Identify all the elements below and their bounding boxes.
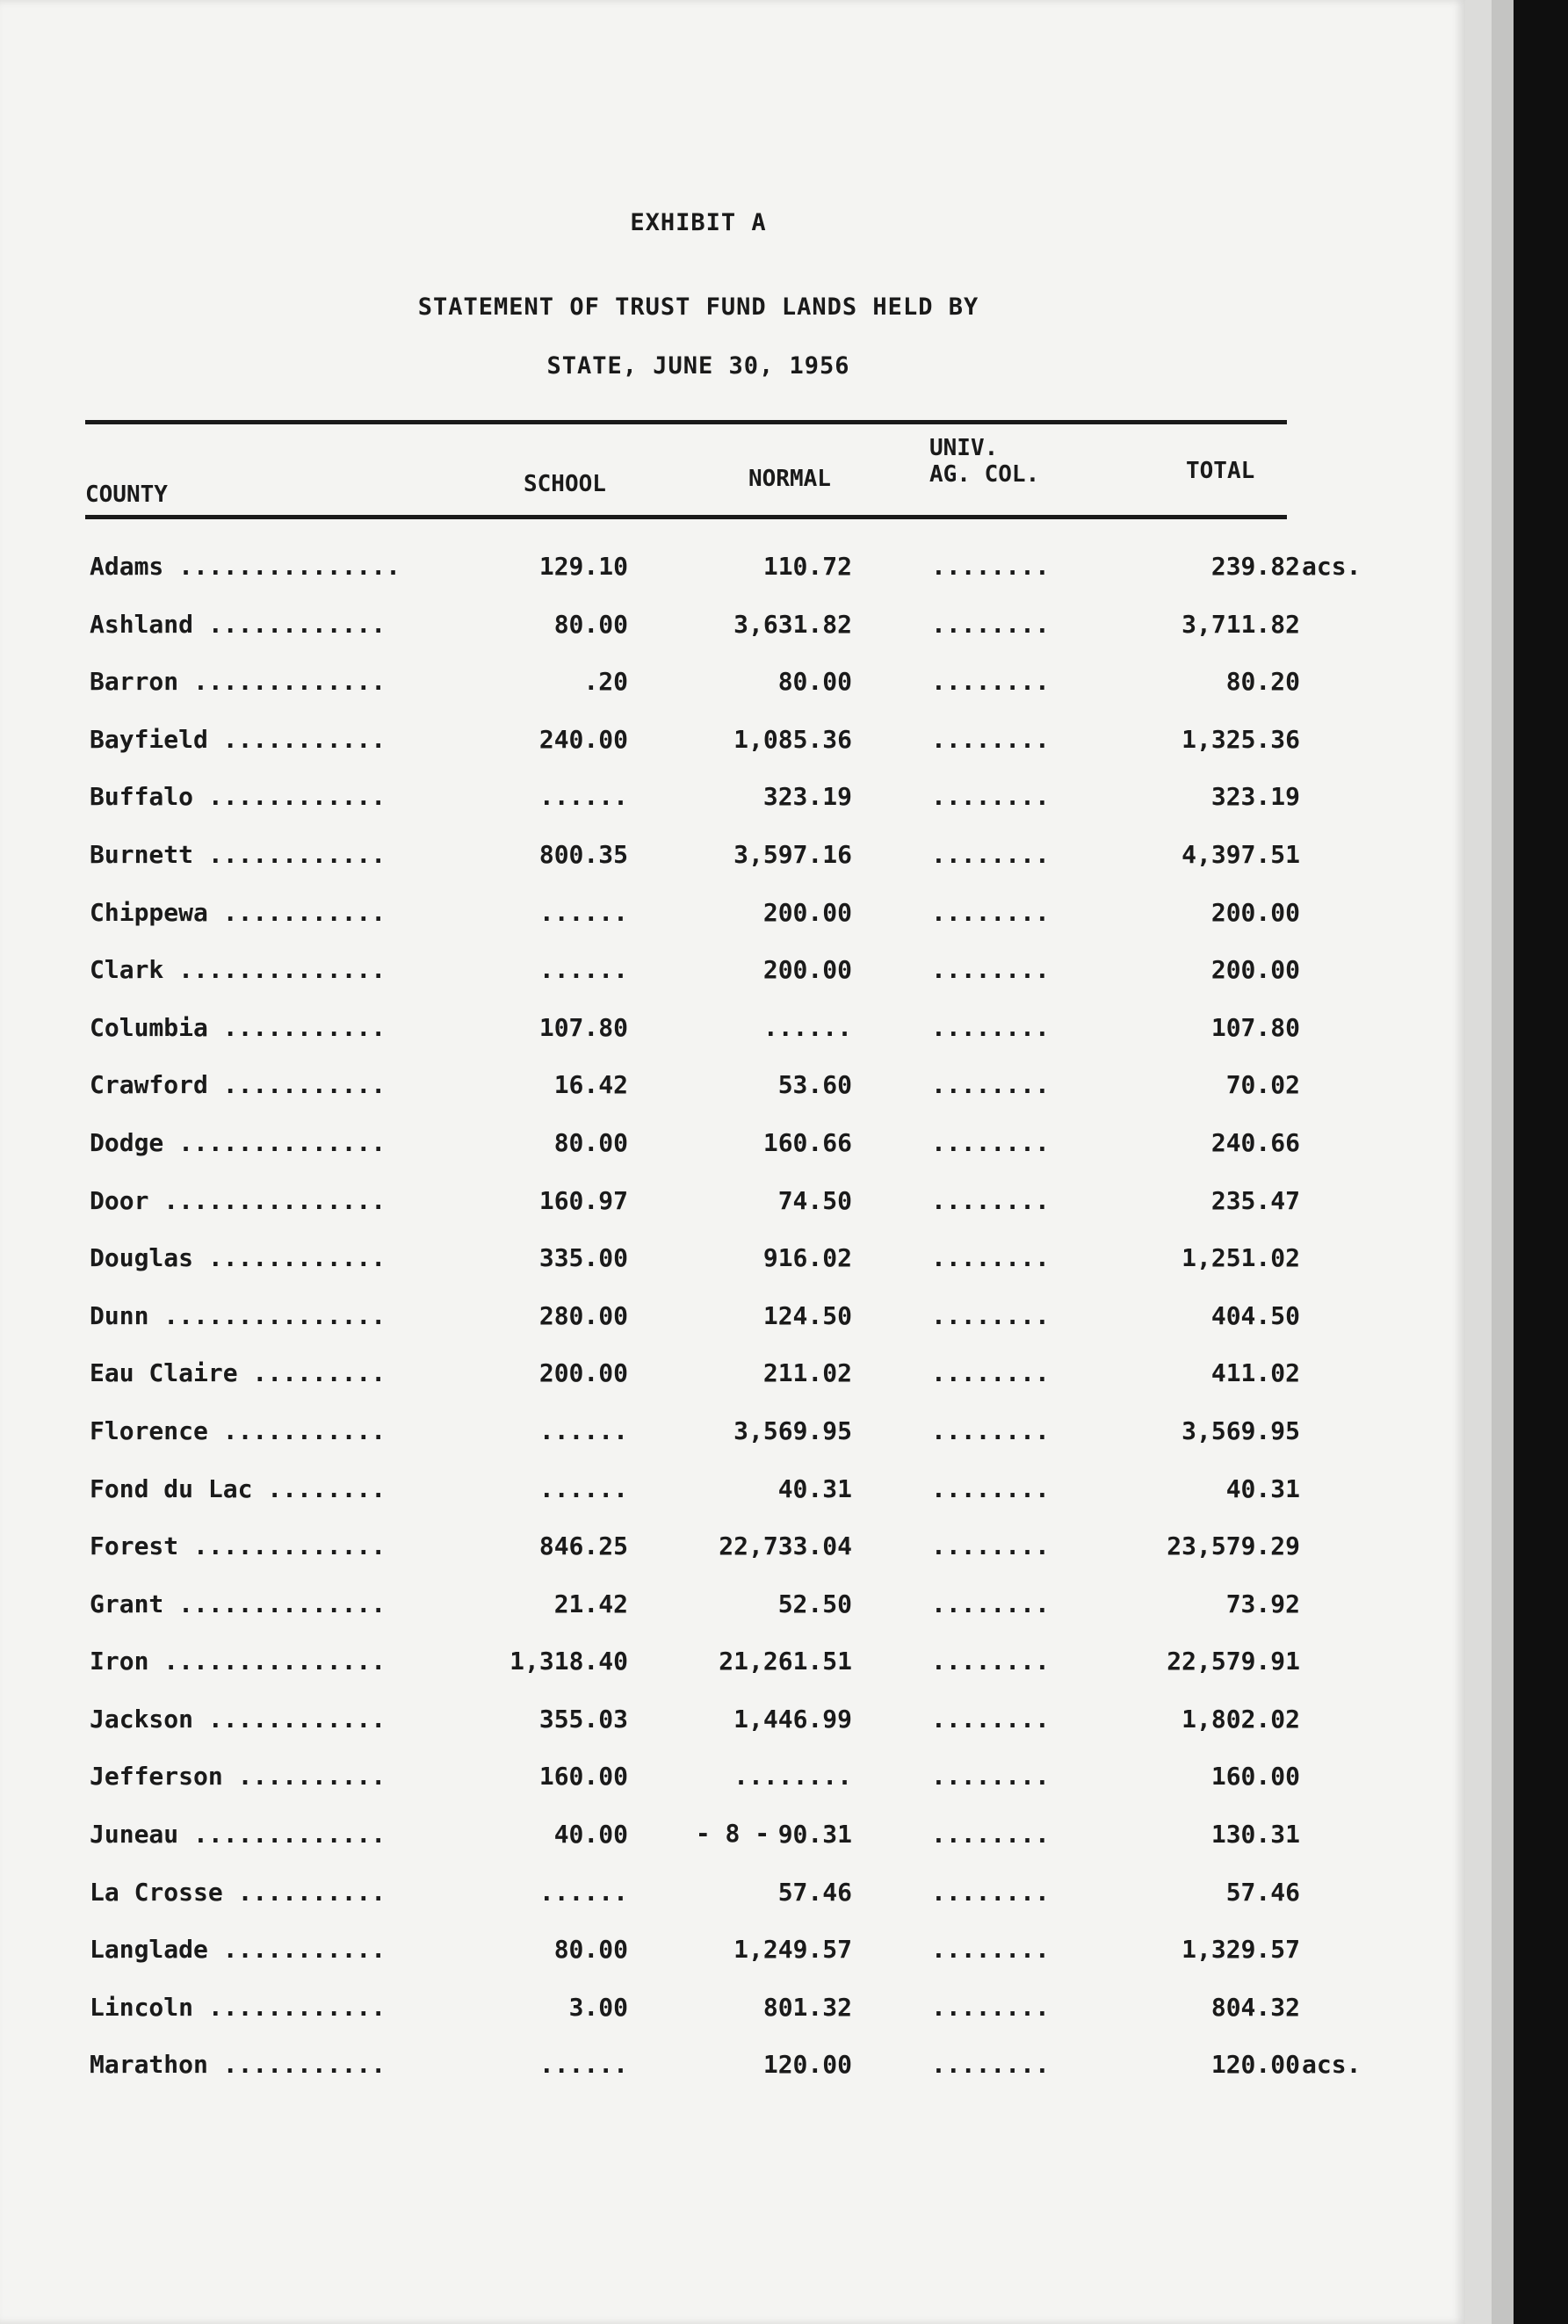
univ-cell: ........ — [931, 782, 1050, 812]
table-row — [0, 945, 1465, 1003]
univ-cell: ........ — [931, 1877, 1050, 1907]
county-table-body — [0, 541, 1465, 2097]
univ-cell: ........ — [931, 1647, 1050, 1676]
county-cell: Juneau ............. — [90, 1820, 387, 1850]
table-row — [0, 599, 1465, 657]
total-cell: 1,329.57 — [1181, 1935, 1300, 1965]
table-row — [0, 1751, 1465, 1809]
univ-cell: ........ — [931, 1762, 1050, 1792]
univ-cell: ........ — [931, 1473, 1050, 1503]
total-cell: 411.02 — [1210, 1358, 1300, 1388]
normal-cell: 57.46 — [777, 1877, 852, 1907]
county-cell: Buffalo ............ — [90, 782, 387, 812]
total-cell: 240.66 — [1210, 1127, 1300, 1157]
normal-cell: 1,446.99 — [733, 1704, 852, 1734]
county-cell: Iron ............... — [90, 1647, 387, 1676]
county-cell: Bayfield ........... — [90, 724, 387, 754]
column-header-normal: NORMAL — [748, 466, 831, 492]
total-cell: 70.02 — [1225, 1070, 1300, 1100]
total-cell: 1,251.02 — [1181, 1243, 1300, 1273]
acres-suffix: acs. — [1302, 2050, 1362, 2080]
table-row — [0, 1636, 1465, 1694]
univ-cell: ........ — [931, 1185, 1050, 1215]
univ-cell: ........ — [931, 955, 1050, 985]
county-cell: Adams ............... — [90, 552, 401, 581]
total-cell: 804.32 — [1210, 1992, 1300, 2022]
school-cell: 21.42 — [553, 1589, 628, 1618]
school-cell: 160.00 — [538, 1762, 628, 1792]
normal-cell: 80.00 — [777, 667, 852, 697]
county-cell: Crawford ........... — [90, 1070, 387, 1100]
normal-cell: 3,631.82 — [733, 609, 852, 639]
county-cell: Burnett ............ — [90, 839, 387, 869]
table-row — [0, 1291, 1465, 1349]
school-cell: ...... — [538, 897, 628, 927]
total-cell: 23,579.29 — [1167, 1531, 1300, 1561]
county-cell: Dodge .............. — [90, 1127, 387, 1157]
header-rule — [85, 515, 1287, 519]
statement-title-line1: STATEMENT OF TRUST FUND LANDS HELD BY — [417, 293, 979, 321]
page-edge — [1465, 0, 1492, 2324]
table-row — [0, 887, 1465, 945]
total-cell: 200.00 — [1210, 897, 1300, 927]
school-cell: 40.00 — [553, 1820, 628, 1850]
statement-title-line2: STATE, JUNE 30, 1956 — [546, 352, 850, 380]
county-cell: Eau Claire ......... — [90, 1358, 387, 1388]
school-cell: .20 — [583, 667, 628, 697]
univ-cell: ........ — [931, 1070, 1050, 1100]
county-cell: Jackson ............ — [90, 1704, 387, 1734]
table-row — [0, 829, 1465, 887]
county-cell: Columbia ........... — [90, 1012, 387, 1042]
normal-cell: 40.31 — [777, 1473, 852, 1503]
table-row — [0, 1521, 1465, 1579]
school-cell: 80.00 — [553, 609, 628, 639]
univ-cell: ........ — [931, 897, 1050, 927]
normal-cell: 110.72 — [762, 552, 852, 581]
county-cell: Clark .............. — [90, 955, 387, 985]
table-row — [0, 1924, 1465, 1982]
school-cell: 80.00 — [553, 1127, 628, 1157]
total-cell: 4,397.51 — [1181, 839, 1300, 869]
normal-cell: 200.00 — [762, 955, 852, 985]
column-header-county: COUNTY — [85, 481, 168, 508]
table-row — [0, 1579, 1465, 1637]
total-cell: 40.31 — [1225, 1473, 1300, 1503]
univ-cell: ........ — [931, 1358, 1050, 1388]
school-cell: 107.80 — [538, 1012, 628, 1042]
total-cell: 80.20 — [1225, 667, 1300, 697]
table-row — [0, 2039, 1465, 2097]
table-row — [0, 1982, 1465, 2040]
univ-cell: ........ — [931, 1243, 1050, 1273]
normal-cell: 801.32 — [762, 1992, 852, 2022]
normal-cell: 124.50 — [762, 1300, 852, 1330]
table-row — [0, 1464, 1465, 1522]
column-header-univ-line1: UNIV. — [929, 435, 999, 461]
school-cell: 355.03 — [538, 1704, 628, 1734]
total-cell: 235.47 — [1210, 1185, 1300, 1215]
table-row — [0, 1233, 1465, 1291]
school-cell: ...... — [538, 1415, 628, 1445]
table-row — [0, 1176, 1465, 1234]
county-cell: Barron ............. — [90, 667, 387, 697]
total-cell: 3,569.95 — [1181, 1415, 1300, 1445]
county-cell: Chippewa ........... — [90, 897, 387, 927]
exhibit-title: EXHIBIT A — [630, 209, 767, 236]
table-row — [0, 1406, 1465, 1464]
normal-cell: 1,249.57 — [733, 1935, 852, 1965]
table-row — [0, 1694, 1465, 1752]
normal-cell: ...... — [762, 1012, 852, 1042]
county-cell: Dunn ............... — [90, 1300, 387, 1330]
total-cell: 1,802.02 — [1181, 1704, 1300, 1734]
school-cell: ...... — [538, 1473, 628, 1503]
school-cell: 335.00 — [538, 1243, 628, 1273]
column-header-total: TOTAL — [1186, 458, 1255, 484]
normal-cell: 3,597.16 — [733, 839, 852, 869]
table-row — [0, 1348, 1465, 1406]
normal-cell: 916.02 — [762, 1243, 852, 1273]
county-cell: Florence ........... — [90, 1415, 387, 1445]
column-header-univ-line2: AG. COL. — [929, 461, 1040, 488]
table-row — [0, 656, 1465, 714]
table-row — [0, 771, 1465, 829]
school-cell: 280.00 — [538, 1300, 628, 1330]
total-cell: 107.80 — [1210, 1012, 1300, 1042]
normal-cell: 211.02 — [762, 1358, 852, 1388]
school-cell: 129.10 — [538, 552, 628, 581]
county-cell: Grant .............. — [90, 1589, 387, 1618]
school-cell: 240.00 — [538, 724, 628, 754]
univ-cell: ........ — [931, 1531, 1050, 1561]
table-row — [0, 541, 1465, 599]
page-number: - 8 - — [695, 1819, 770, 1848]
normal-cell: 90.31 — [777, 1820, 852, 1850]
table-row — [0, 1003, 1465, 1061]
univ-cell: ........ — [931, 1589, 1050, 1618]
univ-cell: ........ — [931, 1127, 1050, 1157]
univ-cell: ........ — [931, 1300, 1050, 1330]
total-cell: 3,711.82 — [1181, 609, 1300, 639]
univ-cell: ........ — [931, 1992, 1050, 2022]
univ-cell: ........ — [931, 552, 1050, 581]
school-cell: 800.35 — [538, 839, 628, 869]
univ-cell: ........ — [931, 724, 1050, 754]
table-row — [0, 714, 1465, 772]
county-cell: Douglas ............ — [90, 1243, 387, 1273]
total-cell: 1,325.36 — [1181, 724, 1300, 754]
county-cell: Door ............... — [90, 1185, 387, 1215]
county-cell: Fond du Lac ........ — [90, 1473, 387, 1503]
table-row — [0, 1118, 1465, 1176]
column-header-univ-ag-col — [929, 435, 1039, 488]
table-row — [0, 1060, 1465, 1118]
normal-cell: 200.00 — [762, 897, 852, 927]
county-cell: Lincoln ............ — [90, 1992, 387, 2022]
normal-cell: 323.19 — [762, 782, 852, 812]
total-cell: 57.46 — [1225, 1877, 1300, 1907]
total-cell: 22,579.91 — [1167, 1647, 1300, 1676]
county-cell: Ashland ............ — [90, 609, 387, 639]
school-cell: ...... — [538, 2050, 628, 2080]
total-cell: 160.00 — [1210, 1762, 1300, 1792]
page-edge-shadow — [1492, 0, 1514, 2324]
top-rule — [85, 420, 1287, 424]
column-header-school: SCHOOL — [524, 471, 606, 497]
normal-cell: 3,569.95 — [733, 1415, 852, 1445]
univ-cell: ........ — [931, 1820, 1050, 1850]
total-cell: 404.50 — [1210, 1300, 1300, 1330]
univ-cell: ........ — [931, 667, 1050, 697]
school-cell: 846.25 — [538, 1531, 628, 1561]
school-cell: 80.00 — [553, 1935, 628, 1965]
univ-cell: ........ — [931, 1704, 1050, 1734]
normal-cell: 160.66 — [762, 1127, 852, 1157]
univ-cell: ........ — [931, 839, 1050, 869]
school-cell: 3.00 — [568, 1992, 628, 2022]
school-cell: 200.00 — [538, 1358, 628, 1388]
univ-cell: ........ — [931, 1935, 1050, 1965]
normal-cell: 53.60 — [777, 1070, 852, 1100]
table-row — [0, 1867, 1465, 1925]
univ-cell: ........ — [931, 1415, 1050, 1445]
normal-cell: 52.50 — [777, 1589, 852, 1618]
school-cell: 160.97 — [538, 1185, 628, 1215]
school-cell: ...... — [538, 955, 628, 985]
normal-cell: ........ — [733, 1762, 852, 1792]
county-cell: Langlade ........... — [90, 1935, 387, 1965]
total-cell: 73.92 — [1225, 1589, 1300, 1618]
normal-cell: 120.00 — [762, 2050, 852, 2080]
total-cell: 200.00 — [1210, 955, 1300, 985]
normal-cell: 1,085.36 — [733, 724, 852, 754]
school-cell: ...... — [538, 1877, 628, 1907]
total-cell: 323.19 — [1210, 782, 1300, 812]
univ-cell: ........ — [931, 2050, 1050, 2080]
school-cell: 1,318.40 — [509, 1647, 628, 1676]
univ-cell: ........ — [931, 1012, 1050, 1042]
school-cell: 16.42 — [553, 1070, 628, 1100]
total-cell: 130.31 — [1210, 1820, 1300, 1850]
normal-cell: 22,733.04 — [719, 1531, 852, 1561]
school-cell: ...... — [538, 782, 628, 812]
normal-cell: 74.50 — [777, 1185, 852, 1215]
county-cell: La Crosse .......... — [90, 1877, 387, 1907]
acres-suffix: acs. — [1302, 552, 1362, 581]
total-cell: 120.00 — [1210, 2050, 1300, 2080]
scan-border — [1514, 0, 1568, 2324]
normal-cell: 21,261.51 — [719, 1647, 852, 1676]
county-cell: Jefferson .......... — [90, 1762, 387, 1792]
county-cell: Marathon ........... — [90, 2050, 387, 2080]
total-cell: 239.82 — [1210, 552, 1300, 581]
county-cell: Forest ............. — [90, 1531, 387, 1561]
univ-cell: ........ — [931, 609, 1050, 639]
